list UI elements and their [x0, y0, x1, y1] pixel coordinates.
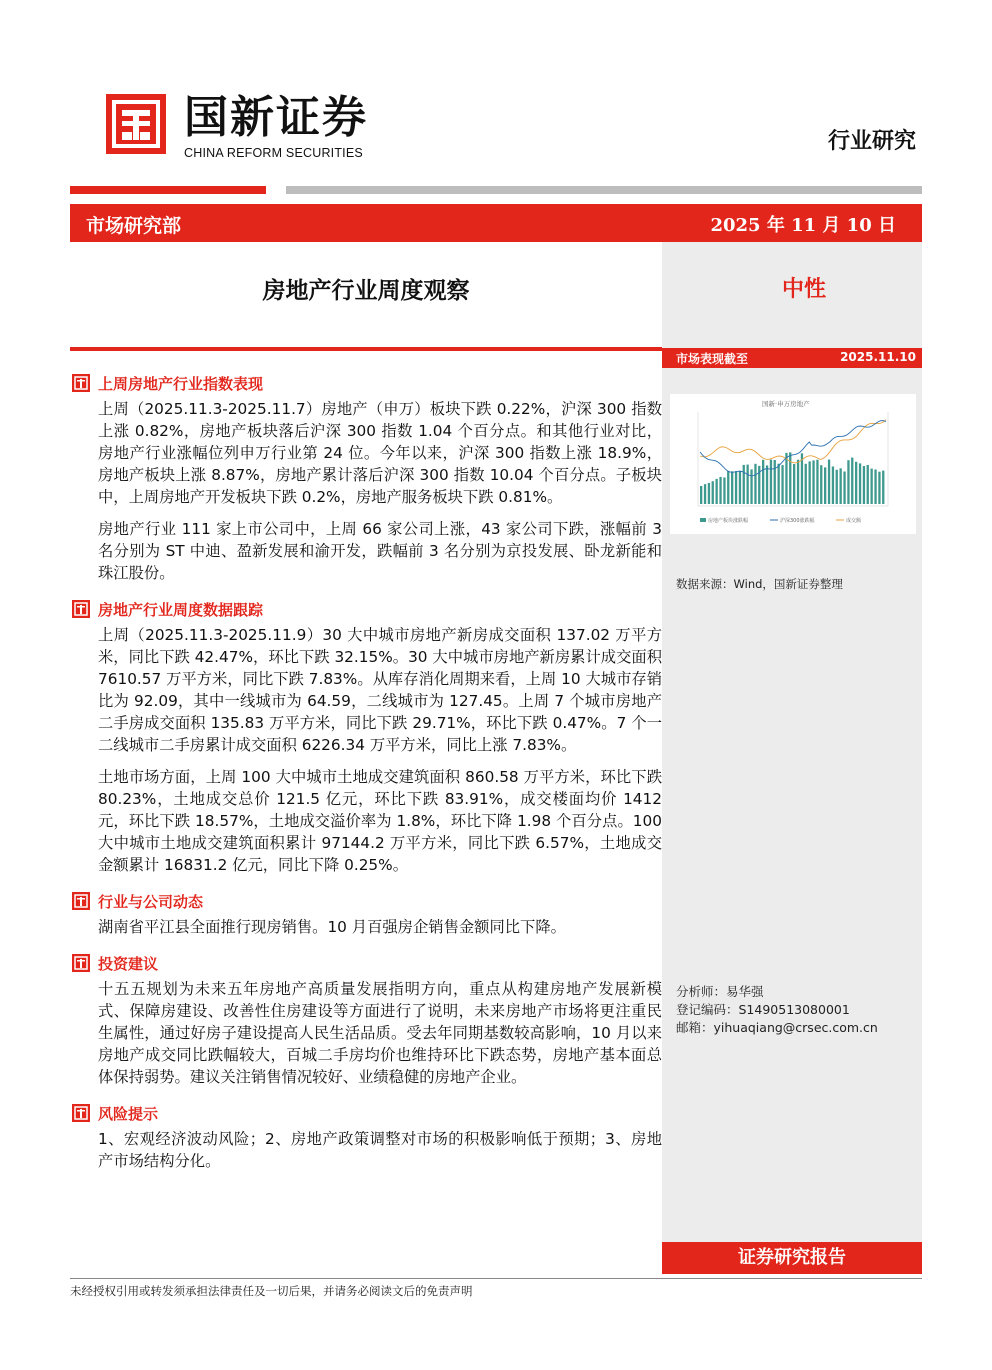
- section-logo-icon: [72, 954, 90, 972]
- company-name-cn: 国新证券: [184, 92, 368, 143]
- section-investment-advice: [70, 952, 662, 1088]
- section-logo-icon: [72, 1104, 90, 1122]
- chart-bar: [766, 465, 768, 504]
- company-logo-mark: [106, 94, 166, 154]
- legend-item-1: 沪深300涨跌幅: [780, 518, 815, 524]
- chart-bar: [863, 466, 865, 504]
- chart-bar: [708, 483, 710, 504]
- chart-bar: [836, 470, 838, 504]
- legend-item-2: 成交额: [846, 518, 862, 524]
- section-logo-icon: [72, 600, 90, 618]
- footer-rule: [70, 1278, 922, 1279]
- chart-bar: [820, 465, 822, 504]
- chart-bar: [797, 460, 799, 504]
- chart-bar: [867, 465, 869, 504]
- chart-bar: [855, 462, 857, 504]
- chart-bar: [824, 467, 826, 504]
- chart-svg: [670, 394, 916, 534]
- report-date: 2025 年 11 月 10 日: [710, 215, 896, 236]
- chart-bar: [754, 464, 756, 504]
- chart-bar: [874, 470, 876, 505]
- paragraph: 十五五规划为未来五年房地产高质量发展指明方向，重点从构建房地产发展新模式、保障房建设、改善性住房建设等方面进行了说明，未来房地产市场将更注重民生属性，通过好房子建设提高人民生活品质。受去年同期基数较高影响，10 月以来房地产成交同比跌幅较大，百城二手房均价也维持环比下跌态势，房地产基本面总体保持弱势。建议关注销售情况较好、业绩稳健的房地产企业。: [98, 980, 662, 1086]
- chart-bar: [735, 471, 737, 504]
- paragraph: 土地市场方面，上周 100 大中城市土地成交建筑面积 860.58 万平方米，环比下跌 80.23%，土地成交总价 121.5 亿元，环比下跌 83.91%，成交楼面均价 1412 元，环比下跌 18.57%，土地成交溢价率为 1.8%，环比下降 1.98 个百分点。100 大中城市土地成交建筑面积累计 97144.2 万平方米，同比下跌 6.57%，土地成交金额累计 16831.2 亿元，同比下降 0.25%。: [98, 768, 662, 874]
- chart-bar: [739, 471, 741, 504]
- performance-date: 2025.11.10: [840, 350, 916, 364]
- chart-bar: [747, 465, 749, 504]
- chart-bar: [770, 460, 772, 504]
- main-content: [70, 372, 662, 1178]
- chart-bar: [719, 477, 721, 504]
- company-name-en: CHINA REFORM SECURITIES: [184, 146, 363, 160]
- report-title: 房地产行业周度观察: [262, 277, 470, 304]
- section-title: 风险提示: [98, 1104, 159, 1123]
- chart-bar: [828, 460, 830, 504]
- chart-bar: [700, 486, 702, 504]
- chart-bar: [743, 465, 745, 504]
- section-title: 投资建议: [98, 954, 159, 973]
- chart-bar: [778, 464, 780, 504]
- chart-bar: [716, 479, 718, 504]
- chart-bar: [812, 460, 814, 504]
- department-banner: [70, 204, 922, 242]
- paragraph: 1、宏观经济波动风险；2、房地产政策调整对市场的积极影响低于预期；3、房地产市场结构分化。: [98, 1130, 662, 1170]
- section-index-performance: [70, 372, 662, 584]
- chart-bar: [789, 452, 791, 504]
- sidebar-panel: [662, 242, 922, 1242]
- chart-bar: [832, 467, 834, 505]
- section-logo-icon: [72, 892, 90, 910]
- chart-legend: [700, 517, 862, 524]
- paragraph: 湖南省平江县全面推行现房销售。10 月百强房企销售金额同比下降。: [98, 918, 566, 936]
- industry-rating: 中性: [781, 276, 826, 302]
- header-rule-gray: [286, 186, 922, 194]
- chart-bar: [801, 453, 803, 504]
- market-performance-bar: [662, 348, 922, 368]
- chart-bar: [785, 453, 787, 504]
- chart-bar: [762, 460, 764, 504]
- chart-bars-volume: [700, 452, 884, 504]
- paragraph: 上周（2025.11.3-2025.11.7）房地产（申万）板块下跌 0.22%，沪深 300 指数上涨 0.82%，房地产板块落后沪深 300 指数 1.04 个百分点。和其他行业对比，房地产行业涨幅位列申万行业第 24 位。今年以来，沪深 300 指数上涨 18.9%，房地产板块上涨 8.87%，房地产累计落后沪深 300 指数 10.04 个百分点。子板块中，上周房地产开发板块下跌 0.2%，房地产服务板块下跌 0.81%。: [98, 400, 662, 506]
- department-name: 市场研究部: [86, 215, 182, 237]
- section-title: 行业与公司动态: [98, 892, 204, 911]
- chart-bar: [727, 471, 729, 504]
- chart-bar: [723, 478, 725, 505]
- footer-disclaimer: 未经授权引用或转发须承担法律责任及一切后果，并请务必阅读文后的免责声明: [70, 1284, 473, 1298]
- chart-bar: [809, 461, 811, 504]
- paragraph: 上周（2025.11.3-2025.11.9）30 大中城市房地产新房成交面积 137.02 万平方米，同比下跌 42.47%，环比下跌 32.15%。30 大中城市房地产新房累计成交面积 7610.57 万平方米，同比下跌 7.83%。从库存消化周期来看，上周 10 大城市存销比为 92.09，其中一线城市为 64.59，二线城市为 127.45。上周 7 个城市房地产二手房成交面积 135.83 万平方米，同比下跌 29.71%，环比下跌 0.47%。7 个一二线城市二手房累计成交面积 6226.34 万平方米，同比上涨 7.83%。: [98, 626, 662, 754]
- section-logo-icon: [72, 374, 90, 392]
- header-rule-red: [70, 186, 266, 194]
- logo-glyph-icon: [106, 94, 166, 154]
- analyst-email: 邮箱：yihuaqiang@crsec.com.cn: [676, 1020, 878, 1035]
- market-performance-chart: [670, 394, 916, 534]
- performance-label: 市场表现截至: [676, 352, 749, 366]
- analyst-info: [676, 983, 878, 1037]
- analyst-registration: 登记编码：S1490513080001: [676, 1002, 850, 1017]
- chart-bar: [871, 469, 873, 504]
- chart-bar: [750, 469, 752, 504]
- chart-bar: [851, 458, 853, 504]
- chart-bar: [805, 464, 807, 504]
- analyst-name: 分析师：易华强: [676, 984, 764, 999]
- report-type-label: 证券研究报告: [662, 1242, 922, 1274]
- chart-source: 数据来源：Wind，国新证券整理: [676, 577, 843, 591]
- chart-bar: [793, 464, 795, 504]
- chart-bar: [712, 481, 714, 504]
- chart-bar: [731, 471, 733, 504]
- chart-bar: [704, 484, 706, 504]
- section-title: 房地产行业周度数据跟踪: [98, 600, 264, 619]
- title-rule: [70, 347, 662, 351]
- section-weekly-data: [70, 598, 662, 876]
- section-risk-warning: [70, 1102, 662, 1172]
- chart-bar: [840, 468, 842, 504]
- legend-item-0: 房地产板块涨跌幅: [708, 518, 749, 524]
- chart-bar: [847, 460, 849, 504]
- chart-bar: [774, 460, 776, 504]
- chart-bar: [859, 463, 861, 504]
- chart-bar: [816, 460, 818, 504]
- chart-bar: [843, 472, 845, 505]
- document-type: 行业研究: [827, 128, 916, 154]
- chart-bar: [781, 465, 783, 504]
- chart-title-label: 国新·申万房地产: [762, 400, 810, 408]
- section-industry-news: [70, 890, 662, 938]
- chart-bar: [878, 472, 880, 504]
- chart-bar: [882, 471, 884, 504]
- section-title: 上周房地产行业指数表现: [98, 374, 264, 393]
- paragraph: 房地产行业 111 家上市公司中，上周 66 家公司上涨，43 家公司下跌，涨幅前 3 名分别为 ST 中迪、盈新发展和渝开发，跌幅前 3 名分别为京投发展、卧龙新能和珠江股份。: [98, 520, 662, 582]
